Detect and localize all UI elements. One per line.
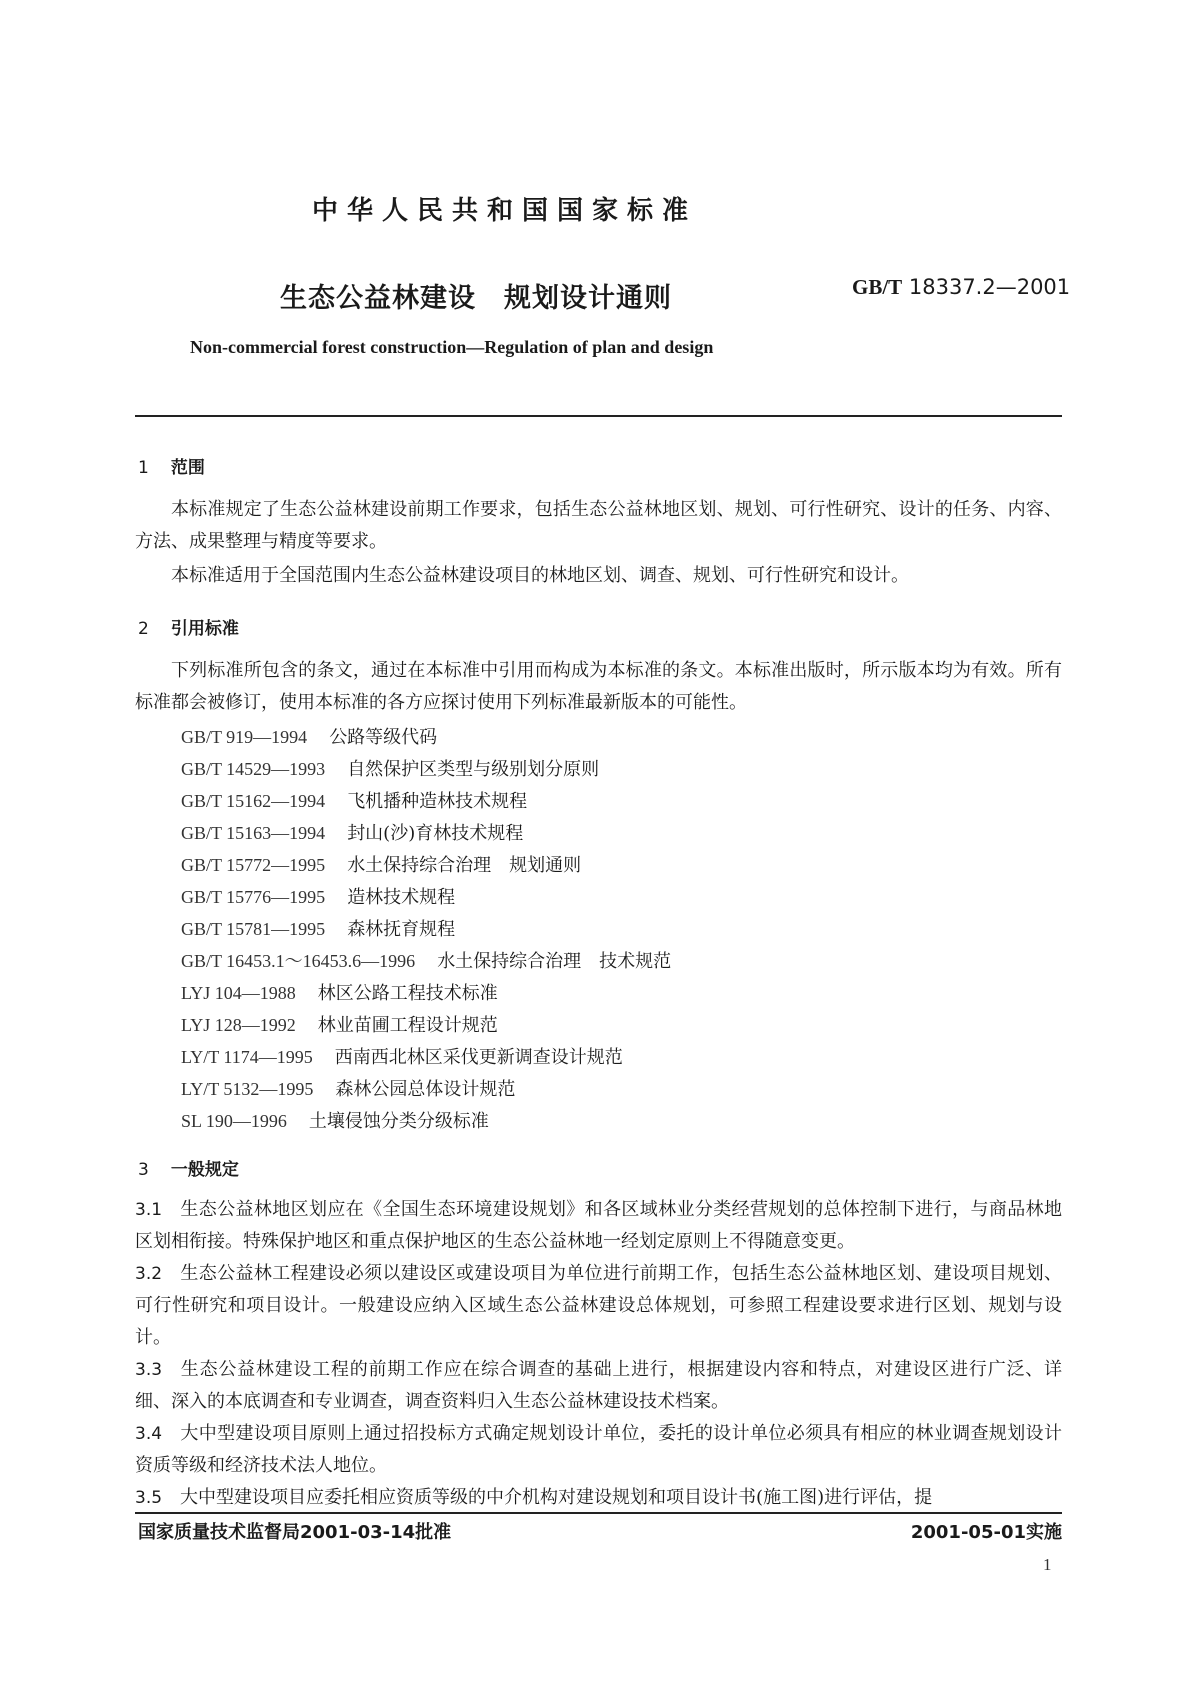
clause-text: 生态公益林工程建设必须以建设区或建设项目为单位进行前期工作，包括生态公益林地区划、建设项目规划、可行性研究和项目设计。一般建设应纳入区域生态公益林建设总体规划，可参照工程建设要求进行区划、规划与设计。 [135, 1263, 1062, 1348]
section-number: 2 [138, 619, 149, 639]
standard-code-prefix: GB/T [852, 275, 903, 299]
clause-3-3 [135, 1354, 1062, 1418]
reference-code: LYJ 128—1992 [181, 1015, 296, 1035]
reference-item [181, 947, 671, 973]
reference-code: GB/T 919—1994 [181, 727, 308, 747]
clause-3-1 [135, 1194, 1062, 1258]
reference-title: 造林技术规程 [347, 887, 456, 908]
clause-text: 生态公益林建设工程的前期工作应在综合调查的基础上进行，根据建设内容和特点，对建设区进行广泛、详细、深入的本底调查和专业调查，调查资料归入生态公益林建设技术档案。 [135, 1359, 1062, 1412]
reference-title: 水土保持综合治理 技术规范 [437, 951, 672, 972]
reference-item [181, 851, 581, 877]
section-1-body [135, 494, 1062, 592]
reference-title: 森林抚育规程 [347, 919, 456, 940]
clause-text: 生态公益林地区划应在《全国生态环境建设规划》和各区域林业分类经营规划的总体控制下进行，与商品林地区划相衔接。特殊保护地区和重点保护地区的生态公益林地一经划定原则上不得随意变更。 [135, 1199, 1062, 1252]
reference-item [181, 1011, 498, 1037]
reference-item [181, 1107, 489, 1133]
section-2-heading [138, 614, 239, 639]
section-title: 引用标准 [170, 619, 239, 639]
clause-number: 3.2 [135, 1264, 163, 1284]
reference-item [181, 1075, 515, 1101]
section-3-heading [138, 1155, 239, 1180]
section-number: 1 [138, 458, 149, 478]
reference-code: GB/T 15772—1995 [181, 855, 326, 875]
effective-date: 2001-05-01实施 [910, 1522, 1062, 1543]
page-number: 1 [1043, 1555, 1052, 1574]
section-2-intro [135, 655, 1062, 719]
clause-3-4 [135, 1418, 1062, 1482]
reference-item [181, 755, 599, 781]
reference-title: 森林公园总体设计规范 [335, 1079, 516, 1100]
clause-number: 3.1 [135, 1200, 163, 1220]
clause-number: 3.5 [135, 1488, 163, 1508]
reference-code: GB/T 14529—1993 [181, 759, 326, 779]
reference-code: GB/T 15781—1995 [181, 919, 326, 939]
reference-title: 林业苗圃工程设计规范 [317, 1015, 498, 1036]
standard-code-number: 18337.2—2001 [908, 275, 1071, 299]
national-standard-title: 中华人民共和国国家标准 [312, 196, 698, 226]
reference-title: 林区公路工程技术标准 [317, 983, 498, 1004]
reference-title: 自然保护区类型与级别划分原则 [347, 759, 600, 780]
paragraph: 本标准适用于全国范围内生态公益林建设项目的林地区划、调查、规划、可行性研究和设计。 [171, 565, 909, 586]
reference-title: 封山(沙)育林技术规程 [347, 823, 524, 844]
reference-item [181, 787, 527, 813]
section-title: 一般规定 [170, 1160, 239, 1180]
section-title: 范围 [170, 458, 205, 478]
section-number: 3 [138, 1160, 149, 1180]
reference-code: GB/T 15162—1994 [181, 791, 326, 811]
reference-item [181, 915, 455, 941]
reference-title: 飞机播种造林技术规程 [347, 791, 528, 812]
reference-code: LY/T 1174—1995 [181, 1047, 313, 1067]
clause-3-5 [135, 1482, 1062, 1514]
reference-item [181, 1043, 623, 1069]
reference-code: LY/T 5132—1995 [181, 1079, 314, 1099]
reference-title: 土壤侵蚀分类分级标准 [308, 1111, 489, 1132]
reference-code: SL 190—1996 [181, 1111, 287, 1131]
paragraph: 下列标准所包含的条文，通过在本标准中引用而构成为本标准的条文。本标准出版时，所示版本均为有效。所有标准都会被修订，使用本标准的各方应探讨使用下列标准最新版本的可能性。 [135, 660, 1062, 713]
clause-text: 大中型建设项目原则上通过招投标方式确定规划设计单位，委托的设计单位必须具有相应的林业调查规划设计资质等级和经济技术法人地位。 [135, 1423, 1062, 1476]
paragraph: 本标准规定了生态公益林建设前期工作要求，包括生态公益林地区划、规划、可行性研究、设计的任务、内容、方法、成果整理与精度等要求。 [135, 499, 1062, 552]
section-1-heading [138, 453, 205, 478]
clause-number: 3.3 [135, 1360, 163, 1380]
clause-3-2 [135, 1258, 1062, 1354]
standard-code [852, 275, 1070, 300]
reference-code: LYJ 104—1988 [181, 983, 296, 1003]
reference-title: 西南西北林区采伐更新调查设计规范 [334, 1047, 623, 1068]
reference-item [181, 979, 498, 1005]
reference-code: GB/T 15776—1995 [181, 887, 326, 907]
english-title: Non-commercial forest construction—Regulation of plan and design [190, 337, 714, 357]
reference-code: GB/T 16453.1～16453.6—1996 [181, 951, 416, 971]
reference-title: 水土保持综合治理 规划通则 [347, 855, 582, 876]
issue-info: 国家质量技术监督局2001-03-14批准 [138, 1522, 452, 1543]
reference-item [181, 723, 437, 749]
reference-item [181, 819, 523, 845]
section-3-body [135, 1194, 1062, 1514]
clause-number: 3.4 [135, 1424, 163, 1444]
standard-title: 生态公益林建设 规划设计通则 [280, 283, 672, 314]
clause-text: 大中型建设项目应委托相应资质等级的中介机构对建设规划和项目设计书(施工图)进行评估，提 [180, 1487, 933, 1508]
footer-divider [135, 1512, 1062, 1514]
reference-code: GB/T 15163—1994 [181, 823, 326, 843]
reference-item [181, 883, 455, 909]
header-divider [135, 415, 1062, 417]
reference-title: 公路等级代码 [329, 727, 438, 748]
